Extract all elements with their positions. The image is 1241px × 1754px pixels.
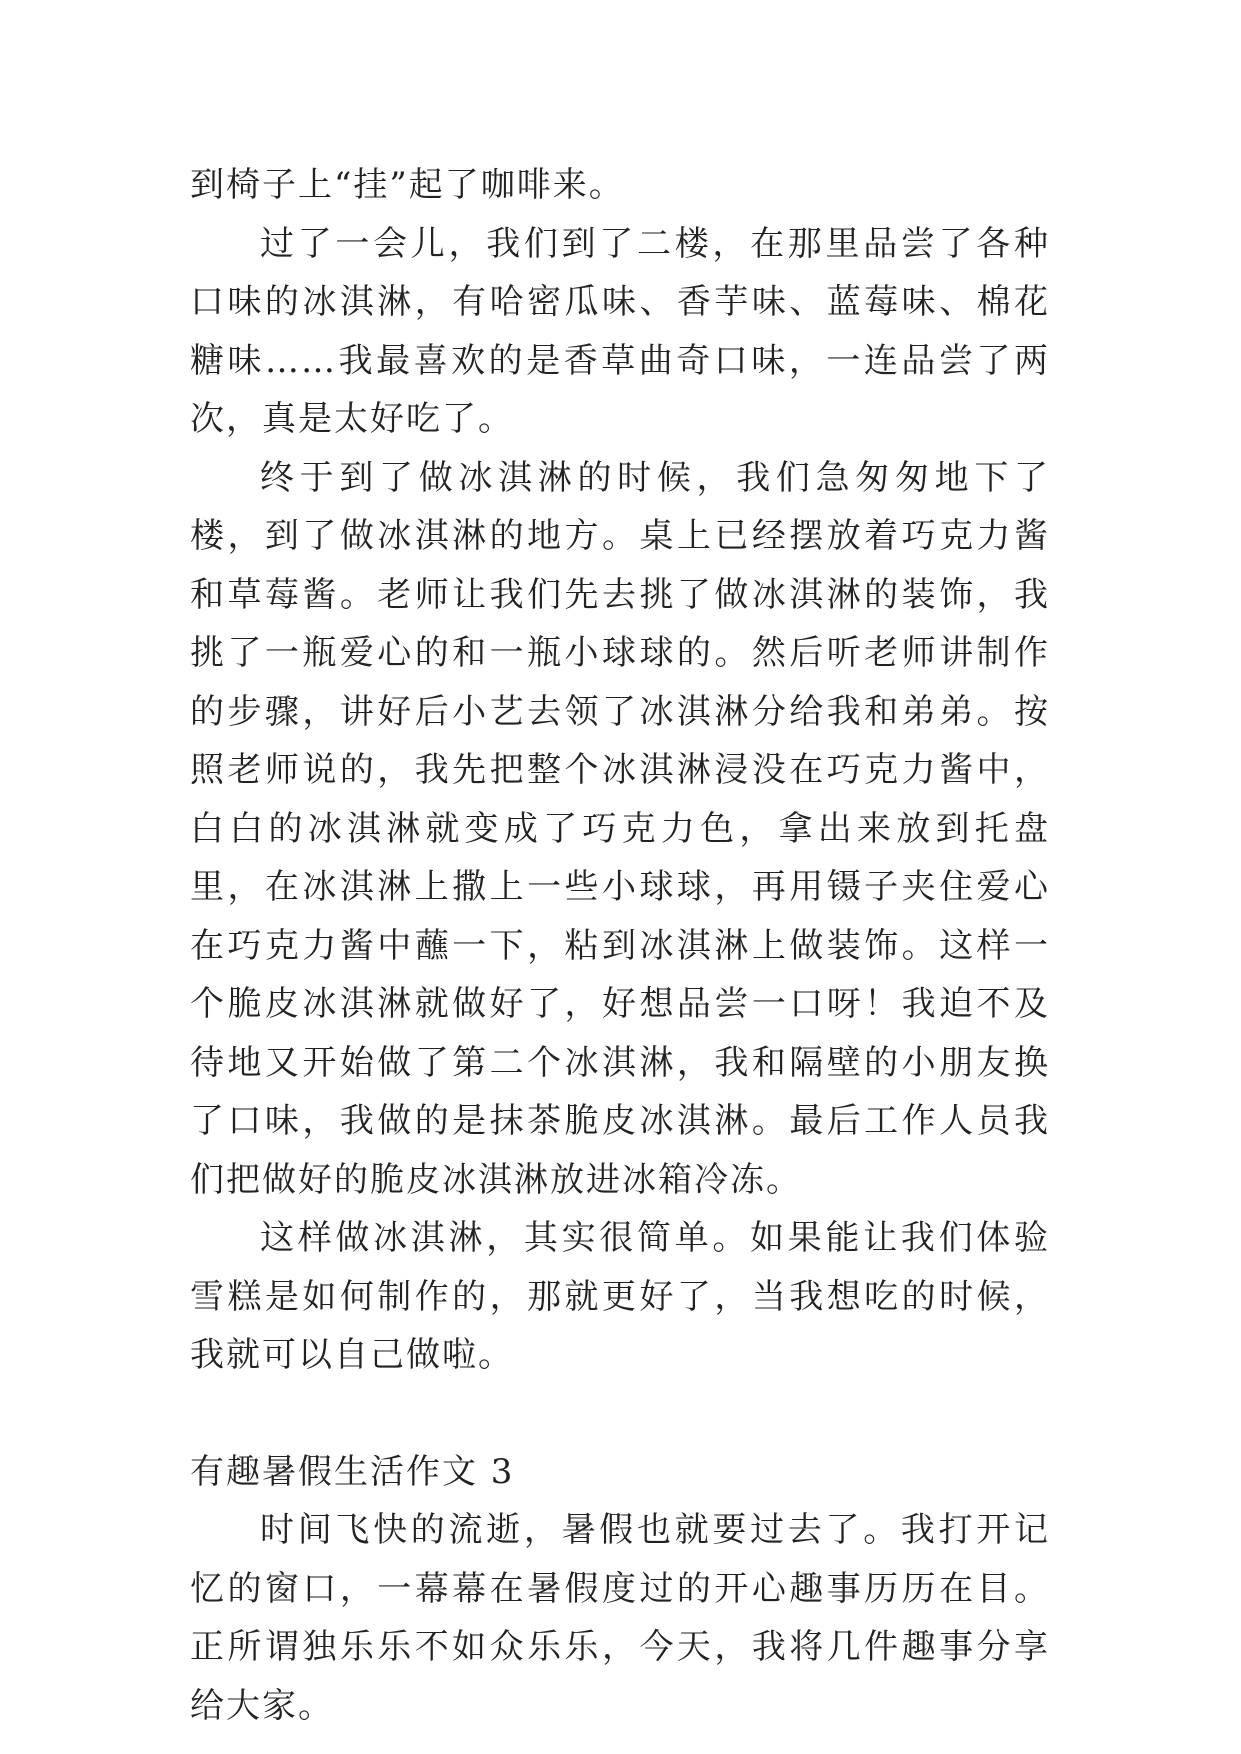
paragraph-intro: 时间飞快的流逝，暑假也就要过去了。我打开记忆的窗口，一幕幕在暑假度过的开心趣事历历在目。正所谓独乐乐不如众乐乐，今天，我将几件趣事分享给大家。 (190, 1510, 1050, 1726)
paragraph-conclusion: 这样做冰淇淋，其实很简单。如果能让我们体验雪糕是如何制作的，那就更好了，当我想吃的时候，我就可以自己做啦。 (190, 1218, 1050, 1375)
paragraph-second-floor: 过了一会儿，我们到了二楼，在那里品尝了各种口味的冰淇淋，有哈密瓜味、香芋味、蓝莓味、棉花糖味……我最喜欢的是香草曲奇口味，一连品尝了两次，真是太好吃了。 (190, 223, 1050, 439)
section-gap (190, 1385, 1050, 1443)
paragraph-continuation: 到椅子上“挂”起了咖啡来。 (190, 165, 625, 205)
section-title: 有趣暑假生活作文 3 (190, 1451, 515, 1492)
document-body (190, 156, 1050, 1735)
paragraph-making-ice-cream: 终于到了做冰淇淋的时候，我们急匆匆地下了楼，到了做冰淇淋的地方。桌上已经摆放着巧克力酱和草莓酱。老师让我们先去挑了做冰淇淋的装饰，我挑了一瓶爱心的和一瓶小球球的。然后听老师讲制作的步骤，讲好后小艺去领了冰淇淋分给我和弟弟。按照老师说的，我先把整个冰淇淋浸没在巧克力酱中，白白的冰淇淋就变成了巧克力色，拿出来放到托盘里，在冰淇淋上撒上一些小球球，再用镊子夹住爱心在巧克力酱中蘸一下，粘到冰淇淋上做装饰。这样一个脆皮冰淇淋就做好了，好想品尝一口呀！我迫不及待地又开始做了第二个冰淇淋，我和隔壁的小朋友换了口味，我做的是抹茶脆皮冰淇淋。最后工作人员我们把做好的脆皮冰淇淋放进冰箱冷冻。 (190, 457, 1050, 1200)
